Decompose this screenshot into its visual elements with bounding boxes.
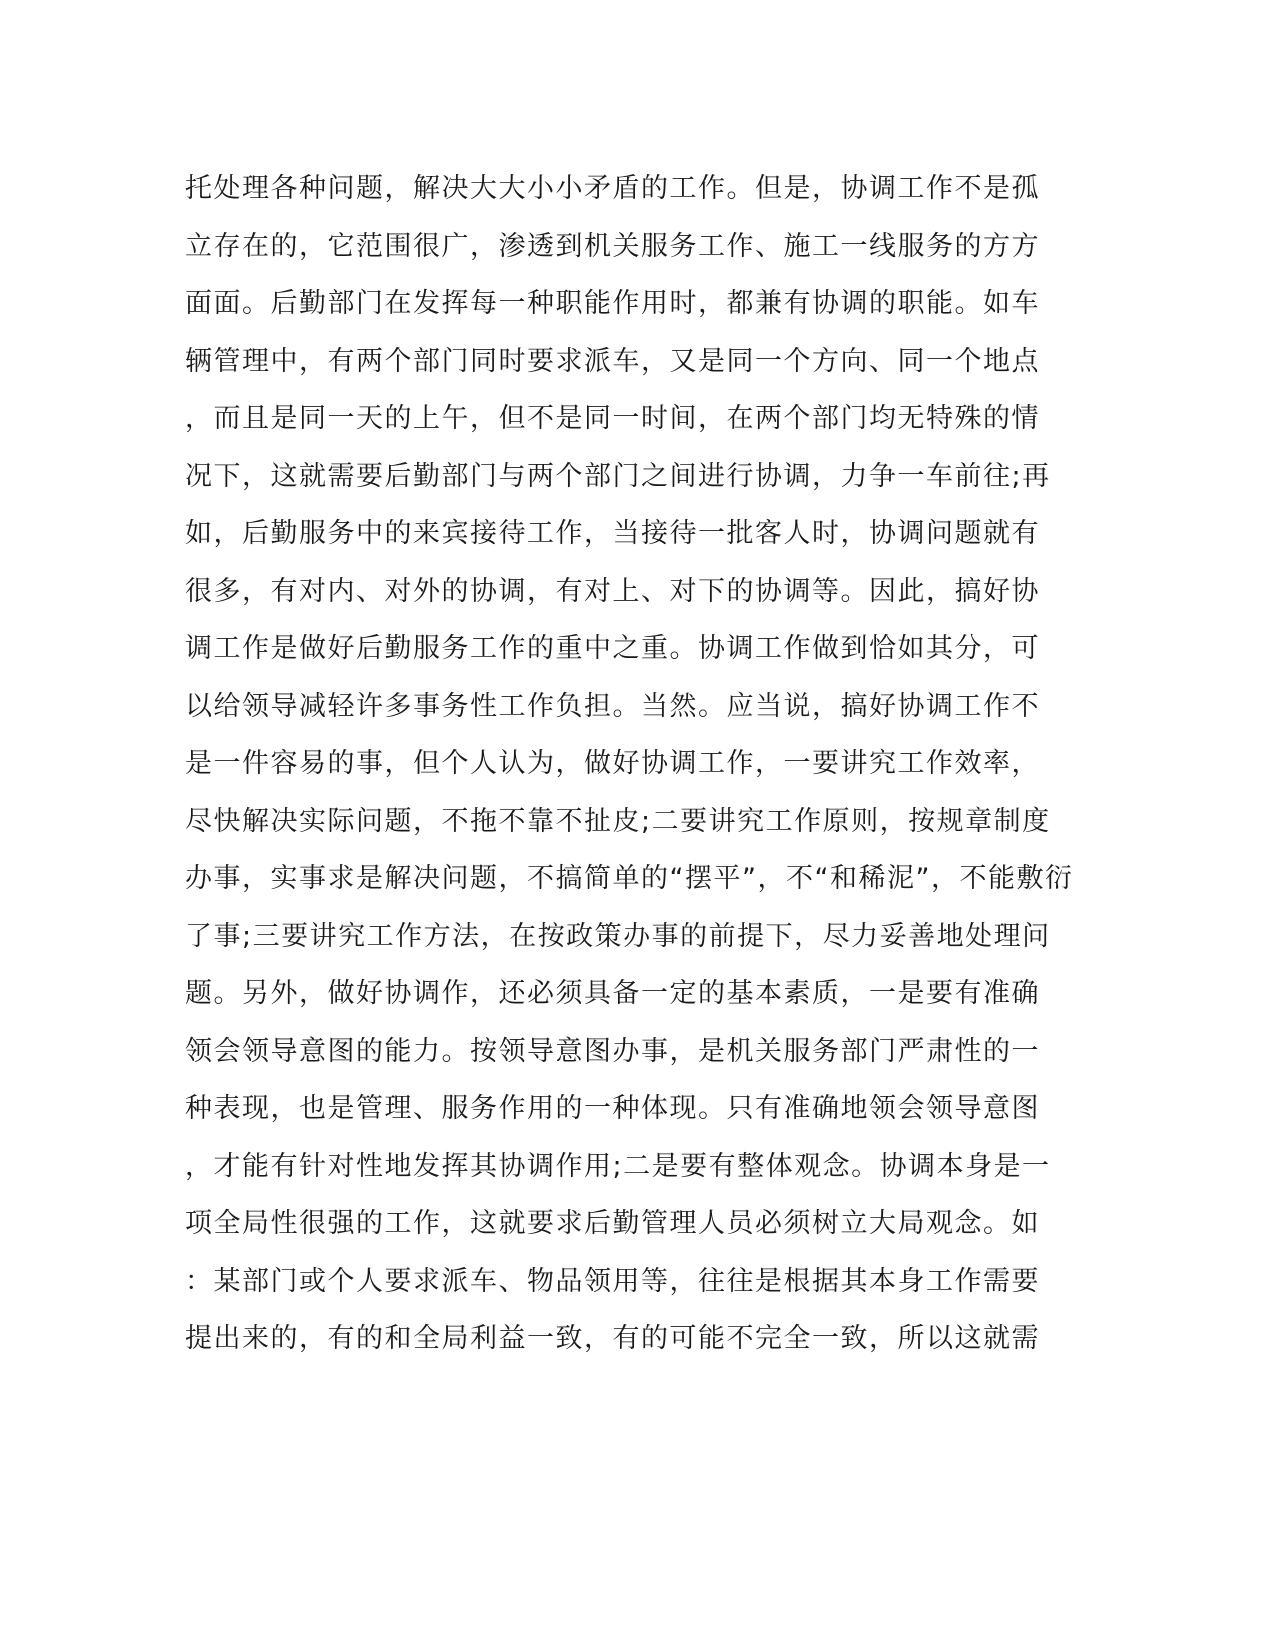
text-line: ，才能有针对性地发挥其协调作用;二是要有整体观念。协调本身是一 bbox=[185, 1150, 1051, 1182]
text-line: 立存在的，它范围很广，渗透到机关服务工作、施工一线服务的方方 bbox=[185, 230, 1040, 262]
text-line: 了事;三要讲究工作方法，在按政策办事的前提下，尽力妥善地处理问 bbox=[185, 920, 1051, 952]
text-line: 很多，有对内、对外的协调，有对上、对下的协调等。因此，搞好协 bbox=[185, 575, 1040, 607]
text-line: 是一件容易的事，但个人认为，做好协调工作，一要讲究工作效率， bbox=[185, 748, 1040, 779]
text-line: 种表现，也是管理、服务作用的一种体现。只有准确地领会领导意图 bbox=[185, 1093, 1040, 1124]
text-line: 领会领导意图的能力。按领导意图办事，是机关服务部门严肃性的一 bbox=[185, 1035, 1040, 1067]
text-line: 如，后勤服务中的来宾接待工作，当接待一批客人时，协调问题就有 bbox=[185, 518, 1040, 549]
text-line: 托处理各种问题，解决大大小小矛盾的工作。但是，协调工作不是孤 bbox=[185, 173, 1040, 204]
text-line: 辆管理中，有两个部门同时要求派车，又是同一个方向、同一个地点 bbox=[185, 345, 1040, 377]
text-line: ：某部门或个人要求派车、物品领用等，往往是根据其本身工作需要 bbox=[185, 1265, 1040, 1297]
text-line: 项全局性很强的工作，这就要求后勤管理人员必须树立大局观念。如 bbox=[185, 1208, 1040, 1239]
body-text bbox=[185, 160, 1085, 1368]
text-line: 办事，实事求是解决问题，不搞简单的“摆平”，不“和稀泥”，不能敷衍 bbox=[185, 863, 1074, 894]
text-line: 题。另外，做好协调作，还必须具备一定的基本素质，一是要有准确 bbox=[185, 978, 1040, 1009]
text-line: 尽快解决实际问题，不拖不靠不扯皮;二要讲究工作原则，按规章制度 bbox=[185, 805, 1051, 837]
text-line: 调工作是做好后勤服务工作的重中之重。协调工作做到恰如其分，可 bbox=[185, 633, 1040, 664]
text-line: 面面。后勤部门在发挥每一种职能作用时，都兼有协调的职能。如车 bbox=[185, 288, 1040, 319]
text-line: 提出来的，有的和全局利益一致，有的可能不完全一致，所以这就需 bbox=[185, 1323, 1040, 1354]
text-line: 况下，这就需要后勤部门与两个部门之间进行协调，力争一车前往;再 bbox=[185, 460, 1051, 492]
text-line: 以给领导减轻许多事务性工作负担。当然。应当说，搞好协调工作不 bbox=[185, 690, 1040, 722]
text-line: ，而且是同一天的上午，但不是同一时间，在两个部门均无特殊的情 bbox=[185, 403, 1040, 434]
